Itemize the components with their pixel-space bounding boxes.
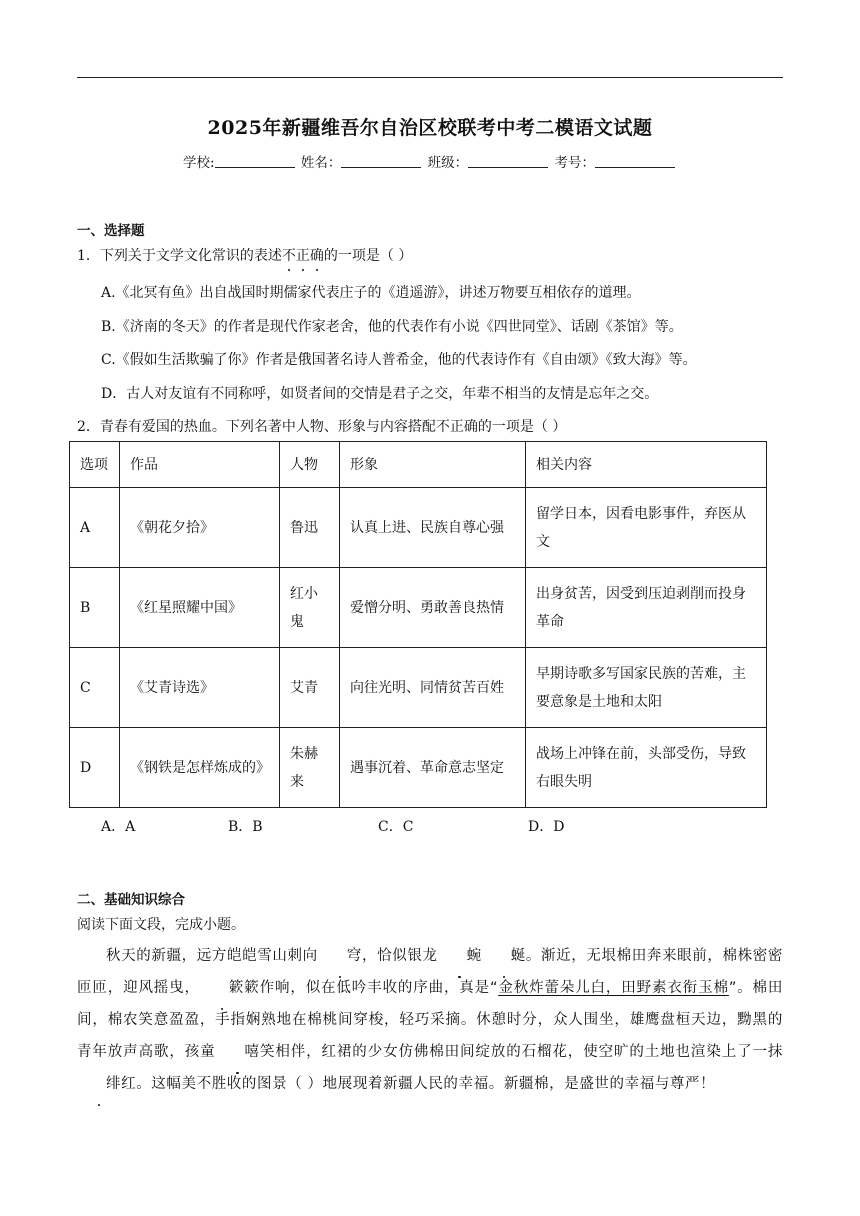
table-cell: 留学日本，因看电影事件，弃医从文 — [526, 488, 767, 568]
table-row — [70, 648, 767, 728]
table-row — [70, 568, 767, 648]
question-1-stem: 1．下列关于文学文化常识的表述不正确的一项是（ ） — [77, 245, 412, 265]
passage-paragraph: 秋天的新疆，远方皑皑雪山刺向 穹，恰似银龙 蜿 蜒。渐近，无垠棉田奔来眼前，棉株密密匝匝，迎风摇曳， 簌簌作响，似在低吟丰收的序曲，真是“金秋炸蕾朵儿白，田野素衣衔玉棉”。棉田间，棉农笑意盈盈，手指娴熟地在棉桃间穿梭，轻巧采摘。休憩时分，众人围坐，雄鹰盘桓天边，黝黑的青年放声高歌，孩童 嘻笑相伴，红裙的少女仿佛棉田间绽放的石榴花，使空旷的土地也渲染上了一抹绯红。这幅美不胜收的图景（ ）地展现着新疆人民的幸福。新疆棉，是盛世的幸福与尊严！ — [77, 940, 783, 1100]
header-rule — [77, 77, 783, 78]
q1-option-c[interactable]: C.《假如生活欺骗了你》作者是俄国著名诗人普希金，他的代表诗作有《自由颂》《致大海》等。 — [101, 352, 697, 368]
table-header-cell: 相关内容 — [526, 442, 767, 488]
table-cell: D — [70, 728, 120, 808]
table-header-cell: 选项 — [70, 442, 120, 488]
table-header-row — [70, 442, 767, 488]
student-info-line — [0, 151, 860, 171]
emphasis-char: 簌 — [200, 972, 244, 1004]
q1-option-d[interactable]: D．古人对友谊有不同称呼，如贤者间的交情是君子之交，年辈不相当的友情是忘年之交。 — [101, 386, 659, 402]
exam-number-blank[interactable] — [595, 155, 675, 168]
table-header-cell: 形象 — [340, 442, 526, 488]
name-blank[interactable] — [341, 155, 421, 168]
table-cell: 早期诗歌多写国家民族的苦难，主要意象是土地和太阳 — [526, 648, 767, 728]
table-cell: 鲁迅 — [280, 488, 340, 568]
school-label: 学校: — [183, 155, 215, 171]
table-cell: 红小鬼 — [280, 568, 340, 648]
section-heading-1: 一、选择题 — [77, 223, 145, 239]
table-cell: 向往光明、同情贫苦百姓 — [340, 648, 526, 728]
table-cell: B — [70, 568, 120, 648]
class-label: 班级： — [427, 155, 469, 171]
emphasis-char: 蜒 — [482, 940, 526, 972]
table-cell: 《钢铁是怎样炼成的》 — [120, 728, 280, 808]
table-cell: 爱憎分明、勇敢善良热情 — [340, 568, 526, 648]
reading-passage — [77, 940, 783, 1100]
table-cell: 《红星照耀中国》 — [120, 568, 280, 648]
table-cell: 遇事沉着、革命意志坚定 — [340, 728, 526, 808]
emphasis-char: 正 — [296, 245, 310, 265]
table-cell: 艾青 — [280, 648, 340, 728]
table-header-cell: 作品 — [120, 442, 280, 488]
question-2-table — [69, 441, 767, 808]
reading-intro: 阅读下面文段，完成小题。 — [77, 917, 245, 933]
section-heading-2: 二、基础知识综合 — [77, 892, 185, 908]
table-cell: 战场上冲锋在前，头部受伤，导致右眼失明 — [526, 728, 767, 808]
q2-answer-c[interactable]: C．C — [378, 819, 414, 835]
table-cell: 认真上进、民族自尊心强 — [340, 488, 526, 568]
class-blank[interactable] — [468, 155, 548, 168]
table-cell: 《朝花夕拾》 — [120, 488, 280, 568]
table-cell: C — [70, 648, 120, 728]
emphasis-char: 不 — [282, 245, 296, 265]
table-cell: 出身贫苦，因受到压迫剥削而投身革命 — [526, 568, 767, 648]
emphasis-char: 蜿 — [438, 940, 482, 972]
table-cell: 《艾青诗选》 — [120, 648, 280, 728]
emphasis-char: 确 — [310, 245, 324, 265]
table-header-cell: 人物 — [280, 442, 340, 488]
page-title: 2025年新疆维吾尔自治区校联考中考二模语文试题 — [207, 117, 653, 139]
emphasis-char: 绯 — [77, 1068, 121, 1100]
table-row — [70, 728, 767, 808]
q2-answer-a[interactable]: A．A — [101, 819, 136, 835]
exam-number-label: 考号： — [554, 155, 595, 171]
question-2-stem: 2．青春有爱国的热血。下列名著中人物、形象与内容搭配不正确的一项是（ ） — [77, 419, 567, 435]
q2-answer-d[interactable]: D．D — [528, 819, 565, 835]
table-row — [70, 488, 767, 568]
table-cell: 朱赫来 — [280, 728, 340, 808]
name-label: 姓名： — [300, 155, 342, 171]
school-blank[interactable] — [215, 155, 295, 168]
q1-option-b[interactable]: B.《济南的冬天》的作者是现代作家老舍，他的代表作有小说《四世同堂》、话剧《茶馆》等。 — [101, 319, 683, 335]
table-cell: A — [70, 488, 120, 568]
q1-option-a[interactable]: A.《北冥有鱼》出自战国时期儒家代表庄子的《逍遥游》，讲述万物要互相依存的道理。 — [101, 285, 641, 301]
q2-answer-b[interactable]: B．B — [228, 819, 263, 835]
emphasis-char: 穹 — [318, 940, 362, 972]
emphasis-char: 嘻 — [216, 1036, 260, 1068]
underlined-quote: 金秋炸蕾朵儿白，田野素衣衔玉棉 — [498, 980, 729, 996]
